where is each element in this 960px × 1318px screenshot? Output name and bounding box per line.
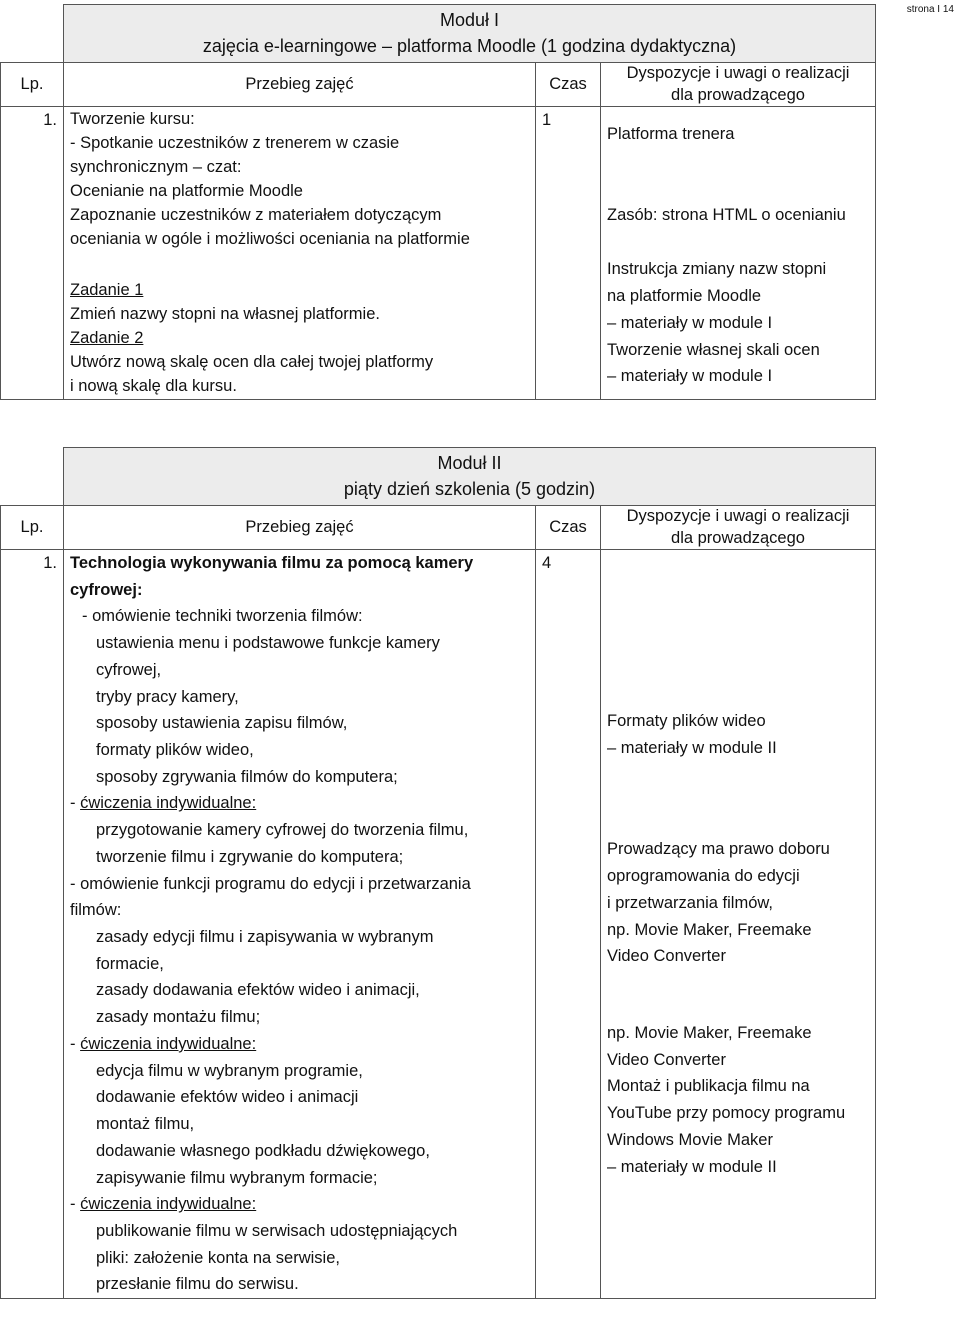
- row-dyspozycje: Formaty plików wideo – materiały w module II Prowadzący ma prawo doboru oprogramowania do edycji i przetwarzania filmów, np. Movie Maker, Freemake Video Converter np. Movie Maker, Freemake Video Converter Montaż i publikacja filmu na YouTube przy pomocy programu Windows Movie Maker – materiały w module II: [601, 549, 876, 1298]
- module-2-row: [1, 549, 876, 1298]
- col-lp: Lp.: [1, 63, 64, 107]
- module-2-title: Moduł II piąty dzień szkolenia (5 godzin): [64, 448, 876, 506]
- module-1-header-row: [1, 63, 876, 107]
- col-czas: Czas: [536, 506, 601, 550]
- row-number: 1.: [1, 106, 64, 399]
- row-number: 1.: [1, 549, 64, 1298]
- zadanie-1-label: Zadanie 1: [70, 281, 144, 300]
- col-dyspozycje: Dyspozycje i uwagi o realizacji dla prowadzącego: [601, 506, 876, 550]
- col-dyspozycje: Dyspozycje i uwagi o realizacji dla prowadzącego: [601, 63, 876, 107]
- row-content: Technologia wykonywania filmu za pomocą kamery cyfrowej: - omówienie techniki tworzenia filmów: ustawienia menu i podstawowe funkcje kamery cyfrowej, tryby pracy kamery, sposoby ustawienia zapisu filmów, formaty plików wideo, sposoby zgrywania filmów do komputera; - ćwiczenia indywidualne: przygotowanie kamery cyfrowej do tworzenia filmu, tworzenie filmu i zgrywanie do komputera; - omówienie funkcji programu do edycji i przetwarzania filmów: zasady edycji filmu i zapisywania w wybranym formacie, zasady dodawania efektów wideo i animacji, zasady montażu filmu; - ćwiczenia indywidualne: edycja filmu w wybranym programie, dodawanie efektów wideo i animacji montaż filmu, dodawanie własnego podkładu dźwiękowego, zapisywanie filmu wybranym formacie; - ćwiczenia indywidualne: publikowanie filmu w serwisach udostępniających pliki: założenie konta na serwisie, przesłanie filmu do serwisu.: [64, 549, 536, 1298]
- module-1-row: [1, 106, 876, 399]
- row-content: Tworzenie kursu: - Spotkanie uczestników z trenerem w czasie synchronicznym – czat: Ocenianie na platformie Moodle Zapoznanie uczestników z materiałem dotyczącym oceniania w ogóle i możliwości oceniania na platformie Zadanie 1 Zmień nazwy stopni na własnej platformie. Zadanie 2 Utwórz nową skalę ocen dla całej twojej platformy i nową skalę dla kursu.: [64, 106, 536, 399]
- page-number: strona I 14: [906, 4, 954, 15]
- row-dyspozycje: Platforma trenera Zasób: strona HTML o ocenianiu Instrukcja zmiany nazw stopni na platformie Moodle – materiały w module I Tworzenie własnej skali ocen – materiały w module I: [601, 106, 876, 399]
- module-1-title: Moduł I zajęcia e-learningowe – platforma Moodle (1 godzina dydaktyczna): [64, 5, 876, 63]
- module-2-table: [0, 447, 876, 1299]
- module-2-header-row: [1, 506, 876, 550]
- col-czas: Czas: [536, 63, 601, 107]
- zadanie-2-label: Zadanie 2: [70, 329, 144, 348]
- module-1-table: [0, 4, 876, 400]
- col-przebieg: Przebieg zajęć: [64, 506, 536, 550]
- col-przebieg: Przebieg zajęć: [64, 63, 536, 107]
- row-czas: 4: [536, 549, 601, 1298]
- row-czas: 1: [536, 106, 601, 399]
- col-lp: Lp.: [1, 506, 64, 550]
